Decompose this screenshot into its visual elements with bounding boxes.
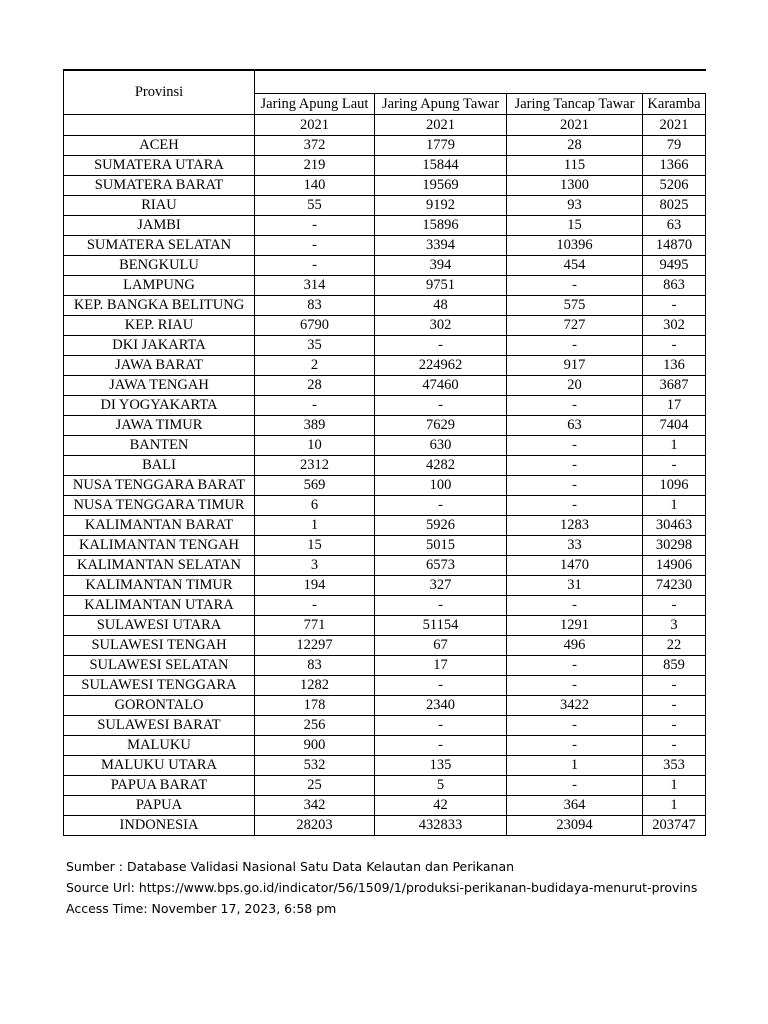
value-cell: 15844 (375, 156, 507, 176)
table-row (64, 416, 706, 436)
value-cell: 33 (507, 536, 643, 556)
value-cell: 5926 (375, 516, 507, 536)
table-row (64, 576, 706, 596)
value-cell: - (643, 736, 706, 756)
value-cell: - (375, 736, 507, 756)
province-cell: DKI JAKARTA (64, 336, 255, 356)
value-cell: 1291 (507, 616, 643, 636)
value-cell: 10396 (507, 236, 643, 256)
value-cell: 100 (375, 476, 507, 496)
table-row (64, 216, 706, 236)
province-cell: GORONTALO (64, 696, 255, 716)
year-header-row (64, 115, 706, 136)
value-cell: - (643, 296, 706, 316)
province-cell: SULAWESI TENGAH (64, 636, 255, 656)
value-cell: 2 (255, 356, 375, 376)
province-cell: JAWA TIMUR (64, 416, 255, 436)
value-cell: 1 (643, 776, 706, 796)
value-cell: 63 (507, 416, 643, 436)
value-cell: 7629 (375, 416, 507, 436)
value-cell: 31 (507, 576, 643, 596)
value-cell: 1366 (643, 156, 706, 176)
source-url-text: Source Url: https://www.bps.go.id/indicator/56/1509/1/produksi-perikanan-budidaya-menurut-provins (66, 880, 698, 895)
table-row (64, 776, 706, 796)
value-cell: 7404 (643, 416, 706, 436)
value-cell: 727 (507, 316, 643, 336)
value-cell: 389 (255, 416, 375, 436)
table-row (64, 736, 706, 756)
table-row (64, 596, 706, 616)
production-table (63, 69, 706, 836)
year-header: 2021 (375, 115, 507, 136)
value-cell: 900 (255, 736, 375, 756)
value-cell: 1 (643, 796, 706, 816)
value-cell: 302 (375, 316, 507, 336)
value-cell: 178 (255, 696, 375, 716)
table-header-spacer-row (64, 70, 706, 94)
province-cell: KEP. BANGKA BELITUNG (64, 296, 255, 316)
value-cell: 859 (643, 656, 706, 676)
header-blank-cell (255, 70, 706, 94)
table-body (64, 136, 706, 836)
value-cell: 1300 (507, 176, 643, 196)
value-cell: 8025 (643, 196, 706, 216)
table-row (64, 356, 706, 376)
value-cell: 6790 (255, 316, 375, 336)
value-cell: 353 (643, 756, 706, 776)
value-cell: - (375, 596, 507, 616)
value-cell: 63 (643, 216, 706, 236)
value-cell: - (375, 716, 507, 736)
value-cell: 51154 (375, 616, 507, 636)
value-cell: 3394 (375, 236, 507, 256)
table-row (64, 176, 706, 196)
table-row (64, 636, 706, 656)
value-cell: - (255, 596, 375, 616)
value-cell: - (643, 716, 706, 736)
table-row (64, 556, 706, 576)
province-cell: BALI (64, 456, 255, 476)
value-cell: 194 (255, 576, 375, 596)
table-row (64, 136, 706, 156)
value-cell: 569 (255, 476, 375, 496)
value-cell: 3 (643, 616, 706, 636)
table-row (64, 696, 706, 716)
value-cell: 14870 (643, 236, 706, 256)
province-cell: SULAWESI BARAT (64, 716, 255, 736)
province-cell: JAWA TENGAH (64, 376, 255, 396)
value-cell: 83 (255, 656, 375, 676)
province-cell: BANTEN (64, 436, 255, 456)
value-cell: 575 (507, 296, 643, 316)
value-cell: 1 (507, 756, 643, 776)
value-cell: 532 (255, 756, 375, 776)
value-cell: 15 (255, 536, 375, 556)
province-cell: BENGKULU (64, 256, 255, 276)
province-cell: KALIMANTAN TIMUR (64, 576, 255, 596)
value-cell: - (643, 336, 706, 356)
value-cell: 1282 (255, 676, 375, 696)
value-cell: 342 (255, 796, 375, 816)
table-row (64, 316, 706, 336)
table-row (64, 456, 706, 476)
province-cell: MALUKU UTARA (64, 756, 255, 776)
value-cell: 5 (375, 776, 507, 796)
year-header-blank (64, 115, 255, 136)
value-cell: 115 (507, 156, 643, 176)
province-cell: KEP. RIAU (64, 316, 255, 336)
value-cell: - (255, 236, 375, 256)
value-cell: 74230 (643, 576, 706, 596)
value-cell: 28 (255, 376, 375, 396)
table-row (64, 236, 706, 256)
value-cell: 30298 (643, 536, 706, 556)
value-cell: 4282 (375, 456, 507, 476)
table-row (64, 336, 706, 356)
value-cell: 9751 (375, 276, 507, 296)
value-cell: 771 (255, 616, 375, 636)
table-row (64, 536, 706, 556)
table-row (64, 676, 706, 696)
value-cell: 1 (643, 436, 706, 456)
value-cell: 17 (375, 656, 507, 676)
value-cell: 23094 (507, 816, 643, 836)
value-cell: - (643, 676, 706, 696)
value-cell: - (375, 496, 507, 516)
value-cell: 5206 (643, 176, 706, 196)
value-cell: - (643, 696, 706, 716)
value-cell: 917 (507, 356, 643, 376)
value-cell: 17 (643, 396, 706, 416)
value-cell: 67 (375, 636, 507, 656)
province-cell: KALIMANTAN BARAT (64, 516, 255, 536)
value-cell: 1096 (643, 476, 706, 496)
value-cell: 15 (507, 216, 643, 236)
value-cell: - (507, 776, 643, 796)
value-cell: 364 (507, 796, 643, 816)
value-cell: 10 (255, 436, 375, 456)
value-cell: 22 (643, 636, 706, 656)
value-cell: 1779 (375, 136, 507, 156)
value-cell: 135 (375, 756, 507, 776)
value-cell: 3422 (507, 696, 643, 716)
table-row (64, 516, 706, 536)
province-cell: SUMATERA UTARA (64, 156, 255, 176)
value-cell: 2312 (255, 456, 375, 476)
table-row (64, 296, 706, 316)
value-cell: - (507, 336, 643, 356)
value-cell: - (507, 456, 643, 476)
value-cell: 219 (255, 156, 375, 176)
year-header: 2021 (255, 115, 375, 136)
value-cell: 1 (643, 496, 706, 516)
value-cell: 28 (507, 136, 643, 156)
value-cell: 5015 (375, 536, 507, 556)
value-cell: - (507, 396, 643, 416)
value-cell: 35 (255, 336, 375, 356)
value-cell: 14906 (643, 556, 706, 576)
province-cell: ACEH (64, 136, 255, 156)
value-cell: 42 (375, 796, 507, 816)
value-cell: 136 (643, 356, 706, 376)
value-cell: 15896 (375, 216, 507, 236)
value-cell: 55 (255, 196, 375, 216)
value-cell: 93 (507, 196, 643, 216)
table-row (64, 816, 706, 836)
province-cell: SULAWESI UTARA (64, 616, 255, 636)
value-cell: 6573 (375, 556, 507, 576)
value-cell: - (507, 716, 643, 736)
table-row (64, 396, 706, 416)
value-cell: 25 (255, 776, 375, 796)
value-cell: 314 (255, 276, 375, 296)
value-cell: - (507, 656, 643, 676)
value-cell: - (507, 496, 643, 516)
value-cell: - (255, 396, 375, 416)
value-cell: 140 (255, 176, 375, 196)
table-row (64, 256, 706, 276)
column-header: Jaring Apung Laut (255, 94, 375, 115)
table-row (64, 156, 706, 176)
province-cell: MALUKU (64, 736, 255, 756)
value-cell: 224962 (375, 356, 507, 376)
province-cell: INDONESIA (64, 816, 255, 836)
value-cell: - (255, 256, 375, 276)
column-header: Karamba (643, 94, 706, 115)
province-cell: LAMPUNG (64, 276, 255, 296)
column-header: Jaring Tancap Tawar (507, 94, 643, 115)
value-cell: 1470 (507, 556, 643, 576)
value-cell: 863 (643, 276, 706, 296)
table-row (64, 496, 706, 516)
value-cell: - (507, 476, 643, 496)
value-cell: 30463 (643, 516, 706, 536)
value-cell: 496 (507, 636, 643, 656)
value-cell: - (375, 336, 507, 356)
value-cell: 9495 (643, 256, 706, 276)
source-notes (66, 856, 697, 919)
value-cell: 9192 (375, 196, 507, 216)
value-cell: 6 (255, 496, 375, 516)
value-cell: - (507, 676, 643, 696)
value-cell: - (507, 436, 643, 456)
province-cell: JAWA BARAT (64, 356, 255, 376)
value-cell: - (643, 596, 706, 616)
province-header: Provinsi (64, 70, 255, 115)
province-cell: KALIMANTAN SELATAN (64, 556, 255, 576)
value-cell: 2340 (375, 696, 507, 716)
value-cell: 327 (375, 576, 507, 596)
province-cell: SULAWESI SELATAN (64, 656, 255, 676)
table-row (64, 436, 706, 456)
value-cell: - (507, 596, 643, 616)
value-cell: 79 (643, 136, 706, 156)
value-cell: 48 (375, 296, 507, 316)
value-cell: 203747 (643, 816, 706, 836)
table-row (64, 616, 706, 636)
value-cell: 256 (255, 716, 375, 736)
source-text: Sumber : Database Validasi Nasional Satu Data Kelautan dan Perikanan (66, 859, 515, 874)
province-cell: SULAWESI TENGGARA (64, 676, 255, 696)
value-cell: 20 (507, 376, 643, 396)
value-cell: 372 (255, 136, 375, 156)
value-cell: - (375, 676, 507, 696)
province-cell: JAMBI (64, 216, 255, 236)
value-cell: - (643, 456, 706, 476)
column-header: Jaring Apung Tawar (375, 94, 507, 115)
value-cell: - (375, 396, 507, 416)
table-row (64, 376, 706, 396)
table-row (64, 196, 706, 216)
value-cell: 47460 (375, 376, 507, 396)
province-cell: SUMATERA BARAT (64, 176, 255, 196)
value-cell: 432833 (375, 816, 507, 836)
province-cell: PAPUA (64, 796, 255, 816)
value-cell: 83 (255, 296, 375, 316)
value-cell: 19569 (375, 176, 507, 196)
value-cell: - (507, 736, 643, 756)
value-cell: - (507, 276, 643, 296)
value-cell: 302 (643, 316, 706, 336)
province-cell: SUMATERA SELATAN (64, 236, 255, 256)
province-cell: KALIMANTAN TENGAH (64, 536, 255, 556)
value-cell: 3 (255, 556, 375, 576)
value-cell: 394 (375, 256, 507, 276)
province-cell: DI YOGYAKARTA (64, 396, 255, 416)
year-header: 2021 (507, 115, 643, 136)
province-cell: RIAU (64, 196, 255, 216)
value-cell: 1283 (507, 516, 643, 536)
province-cell: PAPUA BARAT (64, 776, 255, 796)
table-row (64, 796, 706, 816)
province-cell: KALIMANTAN UTARA (64, 596, 255, 616)
province-cell: NUSA TENGGARA BARAT (64, 476, 255, 496)
value-cell: - (255, 216, 375, 236)
value-cell: 28203 (255, 816, 375, 836)
value-cell: 1 (255, 516, 375, 536)
year-header: 2021 (643, 115, 706, 136)
table-row (64, 756, 706, 776)
table-row (64, 716, 706, 736)
table-row (64, 276, 706, 296)
table-row (64, 476, 706, 496)
value-cell: 630 (375, 436, 507, 456)
access-time-text: Access Time: November 17, 2023, 6:58 pm (66, 901, 337, 916)
value-cell: 454 (507, 256, 643, 276)
table-row (64, 656, 706, 676)
province-cell: NUSA TENGGARA TIMUR (64, 496, 255, 516)
value-cell: 3687 (643, 376, 706, 396)
value-cell: 12297 (255, 636, 375, 656)
